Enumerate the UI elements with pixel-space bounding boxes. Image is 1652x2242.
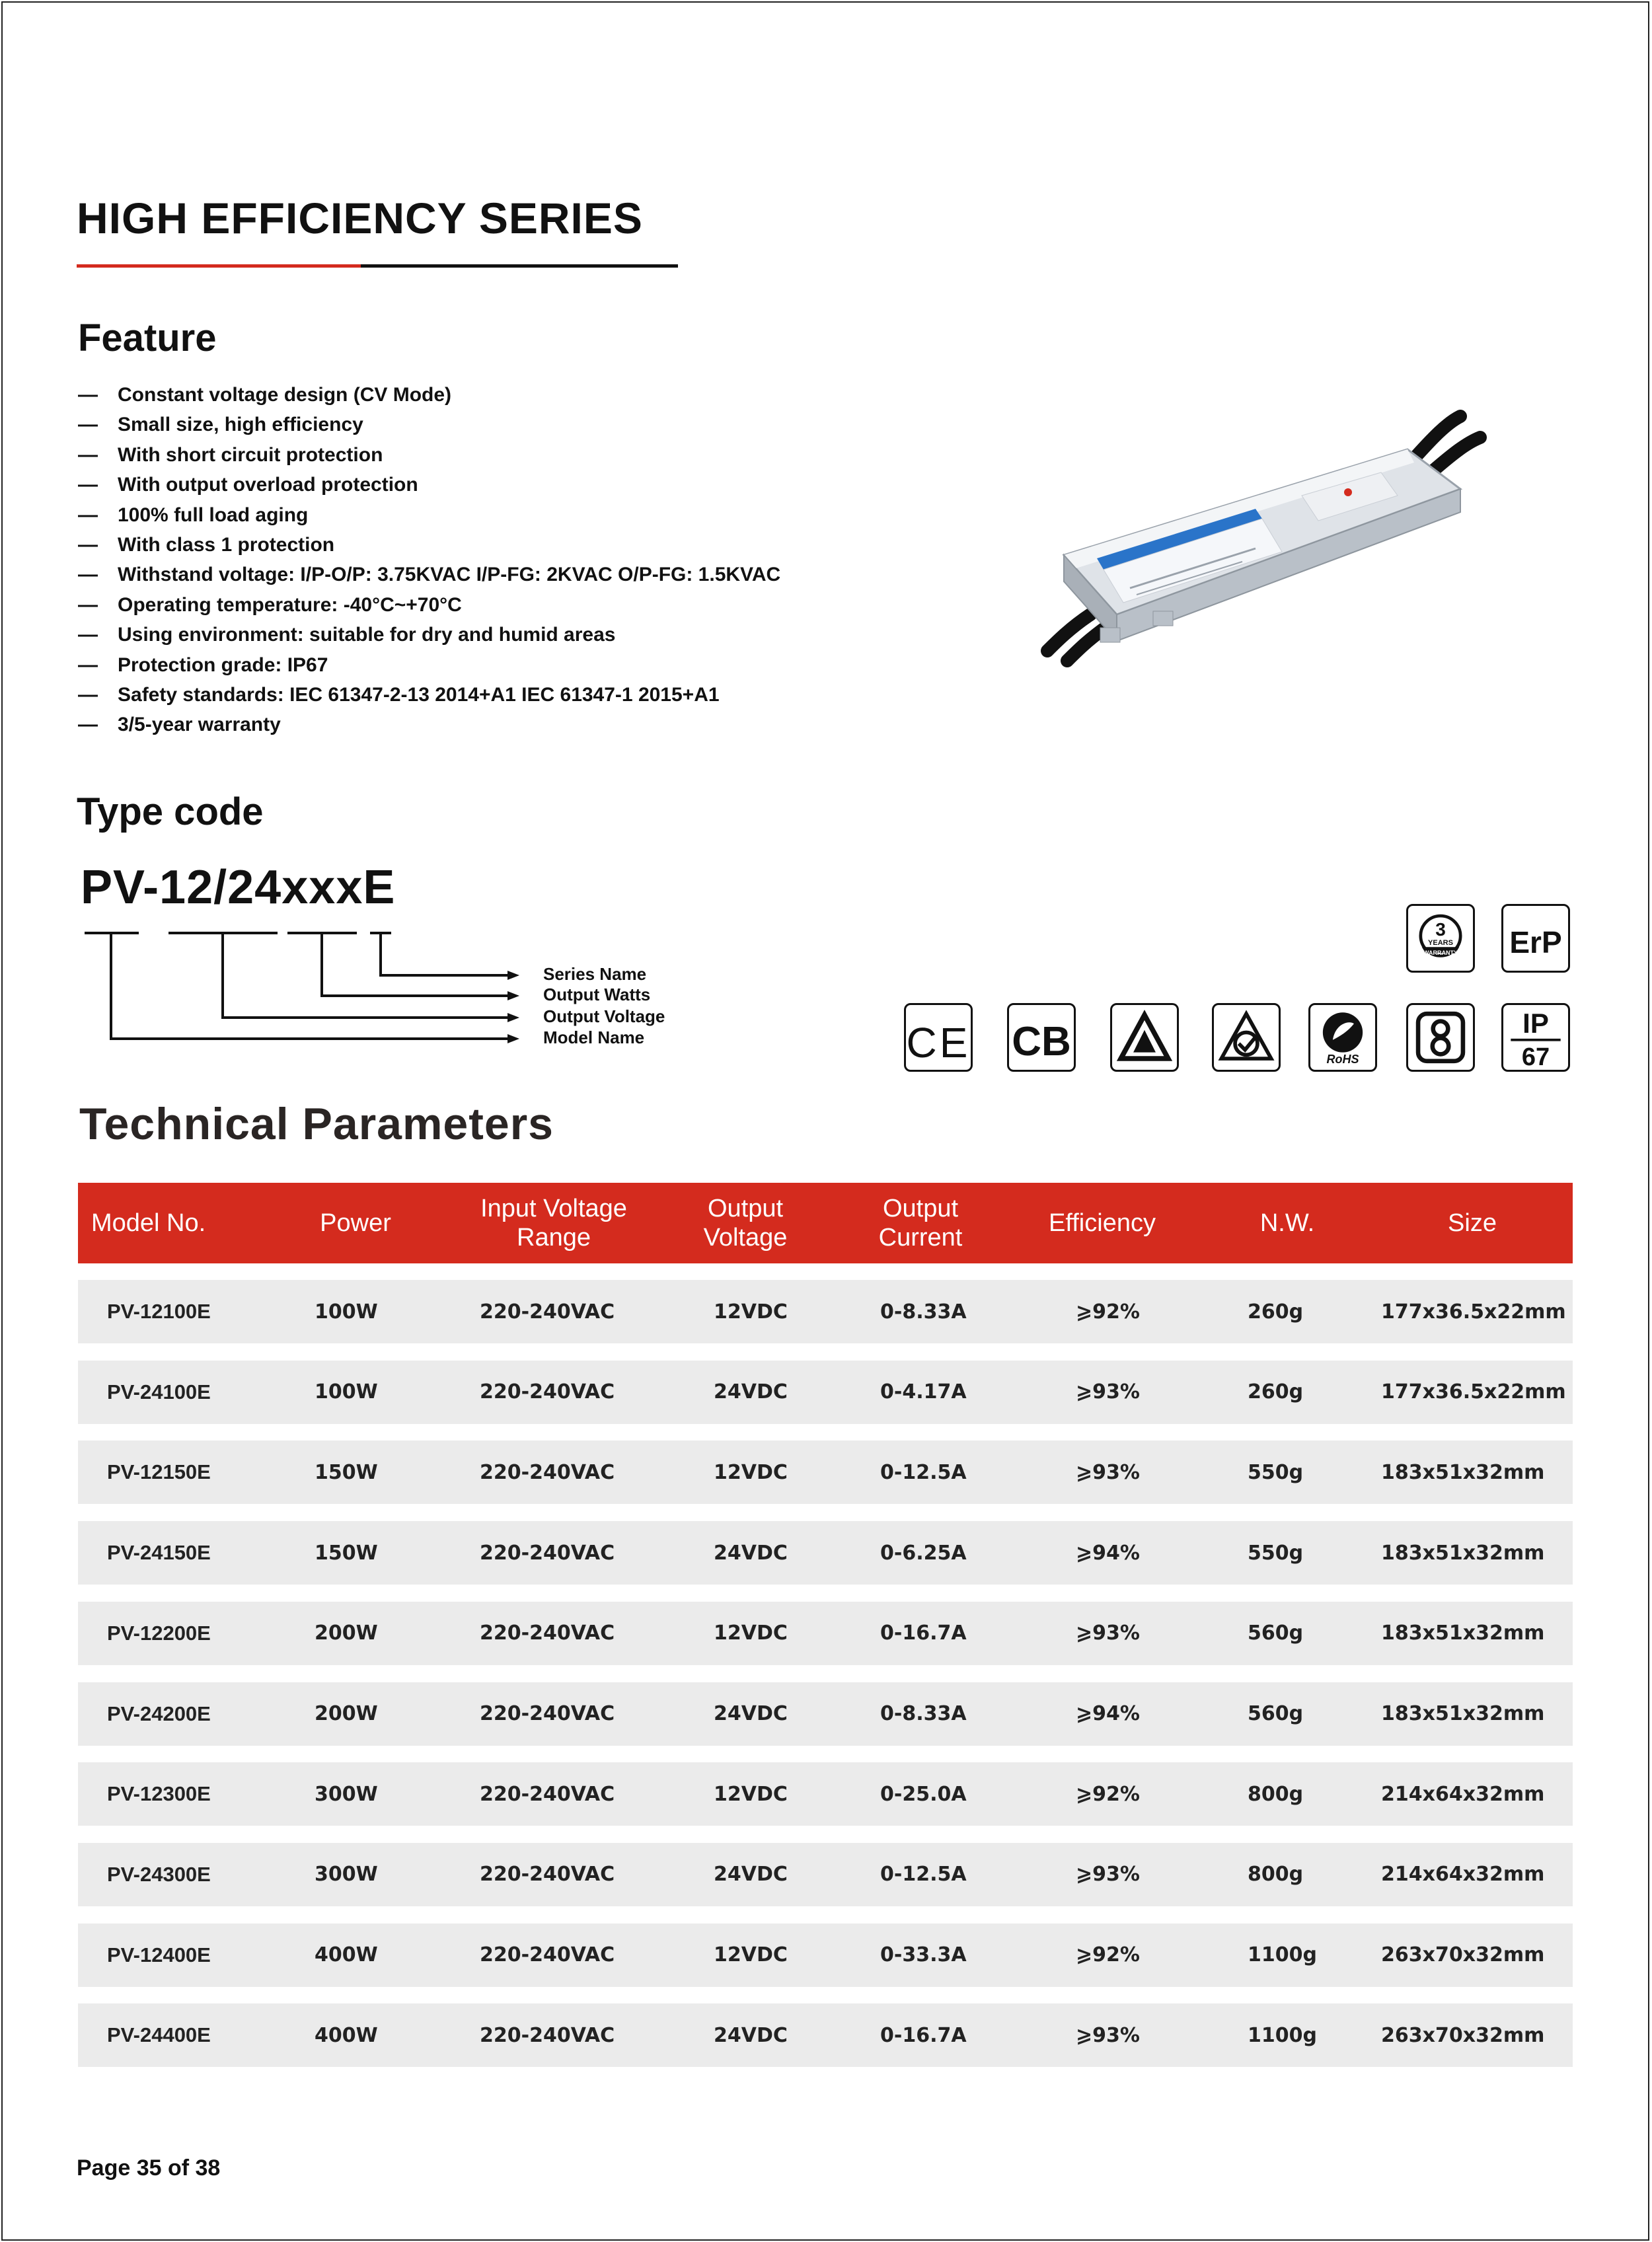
- feature-dash: —: [78, 624, 98, 646]
- cell-input-voltage-range: 220-240VAC: [480, 1300, 615, 1324]
- table-row: [78, 1843, 1573, 1906]
- cell-output-current: 0-12.5A: [880, 1460, 967, 1484]
- cell-power: 150W: [315, 1460, 378, 1484]
- cell-output-voltage: 12VDC: [714, 1460, 788, 1484]
- cell-output-current: 0-8.33A: [880, 1300, 967, 1324]
- cell-output-voltage: 12VDC: [714, 1622, 788, 1645]
- feature-heading: Feature: [78, 317, 217, 359]
- cell-efficiency: ⩾92%: [1076, 1300, 1140, 1324]
- cell-power: 150W: [315, 1541, 378, 1565]
- feature-item: [78, 500, 780, 530]
- cell-net-weight: 560g: [1248, 1622, 1304, 1645]
- cell-power: 400W: [315, 1943, 378, 1967]
- cell-net-weight: 260g: [1248, 1380, 1304, 1404]
- cell-net-weight: 800g: [1248, 1782, 1304, 1806]
- table-row: [78, 1361, 1573, 1424]
- feature-text: 3/5-year warranty: [118, 714, 281, 736]
- safety-mark-icon: [1406, 1003, 1475, 1072]
- feature-dash: —: [78, 443, 98, 466]
- page-number: Page 35 of 38: [77, 2155, 221, 2181]
- warranty-years-label: YEARS: [1428, 939, 1453, 947]
- cell-output-voltage: 12VDC: [714, 1943, 788, 1967]
- header-model-no: [91, 1183, 223, 1263]
- cell-efficiency: ⩾93%: [1076, 1863, 1140, 1887]
- legend-model-name: Model Name: [543, 1028, 645, 1047]
- feature-text: Operating temperature: -40°C~+70°C: [118, 593, 462, 616]
- cell-net-weight: 800g: [1248, 1863, 1304, 1887]
- cell-net-weight: 260g: [1248, 1300, 1304, 1324]
- cell-input-voltage-range: 220-240VAC: [480, 1460, 615, 1484]
- header-power-line: Power: [320, 1209, 391, 1237]
- cell-input-voltage-range: 220-240VAC: [480, 1863, 615, 1887]
- header-efficiency-line: Efficiency: [1049, 1209, 1156, 1237]
- cell-output-voltage: 24VDC: [714, 2023, 788, 2047]
- warranty-badge: [1406, 904, 1475, 973]
- product-image: [1037, 396, 1487, 681]
- type-code-heading: Type code: [77, 790, 264, 833]
- cell-efficiency: ⩾92%: [1076, 1782, 1140, 1806]
- header-size-line: Size: [1448, 1209, 1497, 1237]
- warranty-years: 3: [1435, 919, 1446, 940]
- feature-text: Constant voltage design (CV Mode): [118, 384, 452, 406]
- cell-output-current: 0-25.0A: [880, 1782, 967, 1806]
- feature-text: Small size, high efficiency: [118, 414, 363, 436]
- cell-model-no: PV-12200E: [107, 1621, 211, 1645]
- cell-output-current: 0-16.7A: [880, 1622, 967, 1645]
- feature-text: Safety standards: IEC 61347-2-13 2014+A1 IEC 61347-1 2015+A1: [118, 683, 720, 706]
- cell-power: 300W: [315, 1863, 378, 1887]
- table-row: [78, 1280, 1573, 1343]
- cell-efficiency: ⩾93%: [1076, 1460, 1140, 1484]
- title-underline-accent: [77, 264, 361, 268]
- header-net-weight: [1215, 1183, 1360, 1263]
- ce-badge: CE: [904, 1003, 973, 1072]
- cell-net-weight: 550g: [1248, 1541, 1304, 1565]
- cell-output-voltage: 24VDC: [714, 1380, 788, 1404]
- feature-list: [78, 380, 780, 740]
- feature-item: [78, 710, 780, 739]
- cell-model-no: PV-24100E: [107, 1380, 211, 1403]
- feature-item: [78, 620, 780, 650]
- table-row: [78, 2003, 1573, 2067]
- header-efficiency: [1003, 1183, 1201, 1263]
- feature-text: Withstand voltage: I/P-O/P: 3.75KVAC I/P-FG: 2KVAC O/P-FG: 1.5KVAC: [118, 564, 781, 586]
- feature-item: [78, 560, 780, 589]
- erp-badge: ErP: [1501, 904, 1570, 973]
- cell-output-current: 0-8.33A: [880, 1702, 967, 1725]
- header-output-voltage-line: Voltage: [703, 1224, 788, 1252]
- spec-table: [78, 1183, 1573, 2047]
- cell-model-no: PV-12150E: [107, 1460, 211, 1484]
- cell-size: 263x70x32mm: [1381, 1943, 1545, 1967]
- cell-model-no: PV-12100E: [107, 1300, 211, 1323]
- header-output-current-line: Current: [878, 1224, 963, 1252]
- feature-text: Protection grade: IP67: [118, 654, 328, 676]
- cell-input-voltage-range: 220-240VAC: [480, 2023, 615, 2047]
- cell-power: 200W: [315, 1622, 378, 1645]
- feature-dash: —: [78, 533, 98, 556]
- legend-series-name: Series Name: [543, 964, 647, 984]
- table-row: [78, 1762, 1573, 1826]
- cell-efficiency: ⩾94%: [1076, 1702, 1140, 1725]
- cell-net-weight: 1100g: [1248, 1943, 1317, 1967]
- cell-size: 263x70x32mm: [1381, 2023, 1545, 2047]
- cell-output-voltage: 12VDC: [714, 1782, 788, 1806]
- cell-output-current: 0-33.3A: [880, 1943, 967, 1967]
- cell-size: 214x64x32mm: [1381, 1782, 1545, 1806]
- cell-output-voltage: 24VDC: [714, 1702, 788, 1725]
- cell-input-voltage-range: 220-240VAC: [480, 1943, 615, 1967]
- table-row: [78, 1682, 1573, 1746]
- cell-efficiency: ⩾93%: [1076, 1622, 1140, 1645]
- cb-badge: CB: [1007, 1003, 1076, 1072]
- table-row: [78, 1521, 1573, 1585]
- cell-model-no: PV-12300E: [107, 1782, 211, 1806]
- cell-power: 200W: [315, 1702, 378, 1725]
- legend-output-voltage: Output Voltage: [543, 1006, 665, 1026]
- cell-power: 100W: [315, 1300, 378, 1324]
- cell-output-current: 0-12.5A: [880, 1863, 967, 1887]
- feature-item: [78, 590, 780, 620]
- header-net-weight-line: N.W.: [1259, 1209, 1315, 1237]
- cell-efficiency: ⩾93%: [1076, 1380, 1140, 1404]
- feature-text: With output overload protection: [118, 474, 418, 496]
- cell-size: 177x36.5x22mm: [1381, 1300, 1566, 1324]
- header-output-current-line: Output: [882, 1195, 959, 1222]
- feature-dash: —: [78, 683, 98, 706]
- cell-power: 400W: [315, 2023, 378, 2047]
- ip67-badge: IP 67: [1501, 1003, 1570, 1072]
- cell-output-voltage: 12VDC: [714, 1300, 788, 1324]
- cell-input-voltage-range: 220-240VAC: [480, 1782, 615, 1806]
- feature-item: [78, 650, 780, 680]
- cell-model-no: PV-24400E: [107, 2023, 211, 2047]
- cell-power: 300W: [315, 1782, 378, 1806]
- cell-net-weight: 1100g: [1248, 2023, 1317, 2047]
- feature-dash: —: [78, 564, 98, 586]
- cell-model-no: PV-24200E: [107, 1701, 211, 1725]
- cell-efficiency: ⩾94%: [1076, 1541, 1140, 1565]
- feature-item: [78, 680, 780, 710]
- legend-output-watts: Output Watts: [543, 985, 651, 1004]
- cell-output-current: 0-6.25A: [880, 1541, 967, 1565]
- warranty-band-label: WARRANTY: [1423, 950, 1458, 956]
- series-title: HIGH EFFICIENCY SERIES: [77, 194, 643, 243]
- header-output-voltage: [666, 1183, 825, 1263]
- rcm-mark-icon: [1212, 1003, 1281, 1072]
- technical-parameters-heading: Technical Parameters: [79, 1099, 554, 1149]
- cell-output-current: 0-4.17A: [880, 1380, 967, 1404]
- spec-table-header: [78, 1183, 1573, 1263]
- cell-input-voltage-range: 220-240VAC: [480, 1541, 615, 1565]
- header-model-no-line: Model No.: [91, 1209, 206, 1237]
- cell-size: 214x64x32mm: [1381, 1863, 1545, 1887]
- cell-size: 183x51x32mm: [1381, 1541, 1545, 1565]
- feature-dash: —: [78, 714, 98, 736]
- cell-model-no: PV-24300E: [107, 1862, 211, 1886]
- cell-size: 183x51x32mm: [1381, 1622, 1545, 1645]
- cell-model-no: PV-12400E: [107, 1943, 211, 1966]
- cell-output-voltage: 24VDC: [714, 1541, 788, 1565]
- table-row: [78, 1440, 1573, 1504]
- feature-dash: —: [78, 384, 98, 406]
- rohs-badge: RoHS: [1308, 1003, 1377, 1072]
- cell-output-current: 0-16.7A: [880, 2023, 967, 2047]
- cell-efficiency: ⩾93%: [1076, 2023, 1140, 2047]
- cell-output-voltage: 24VDC: [714, 1863, 788, 1887]
- header-power: [289, 1183, 422, 1263]
- header-input-voltage-range-line: Range: [517, 1224, 591, 1252]
- cell-net-weight: 550g: [1248, 1460, 1304, 1484]
- table-row: [78, 1602, 1573, 1665]
- header-output-current: [838, 1183, 1003, 1263]
- header-size: [1373, 1183, 1571, 1263]
- feature-item: [78, 410, 780, 439]
- header-input-voltage-range: [448, 1183, 659, 1263]
- feature-dash: —: [78, 593, 98, 616]
- feature-dash: —: [78, 504, 98, 526]
- feature-item: [78, 440, 780, 470]
- feature-text: 100% full load aging: [118, 504, 309, 526]
- cell-net-weight: 560g: [1248, 1702, 1304, 1725]
- type-code: PV-12/24xxxE: [81, 861, 396, 914]
- cell-power: 100W: [315, 1380, 378, 1404]
- feature-dash: —: [78, 654, 98, 676]
- feature-text: Using environment: suitable for dry and humid areas: [118, 624, 616, 646]
- cell-efficiency: ⩾92%: [1076, 1943, 1140, 1967]
- feature-item: [78, 380, 780, 410]
- feature-text: With class 1 protection: [118, 533, 335, 556]
- cell-size: 177x36.5x22mm: [1381, 1380, 1566, 1404]
- feature-item: [78, 530, 780, 560]
- cell-model-no: PV-24150E: [107, 1541, 211, 1565]
- cell-size: 183x51x32mm: [1381, 1702, 1545, 1725]
- table-row: [78, 1924, 1573, 1987]
- feature-dash: —: [78, 414, 98, 436]
- header-output-voltage-line: Output: [707, 1195, 784, 1222]
- cell-size: 183x51x32mm: [1381, 1460, 1545, 1484]
- feature-text: With short circuit protection: [118, 443, 383, 466]
- feature-dash: —: [78, 474, 98, 496]
- cell-input-voltage-range: 220-240VAC: [480, 1380, 615, 1404]
- cell-input-voltage-range: 220-240VAC: [480, 1622, 615, 1645]
- feature-item: [78, 470, 780, 500]
- header-input-voltage-range-line: Input Voltage: [480, 1195, 627, 1222]
- cell-input-voltage-range: 220-240VAC: [480, 1702, 615, 1725]
- triangle-mark-icon: [1110, 1003, 1179, 1072]
